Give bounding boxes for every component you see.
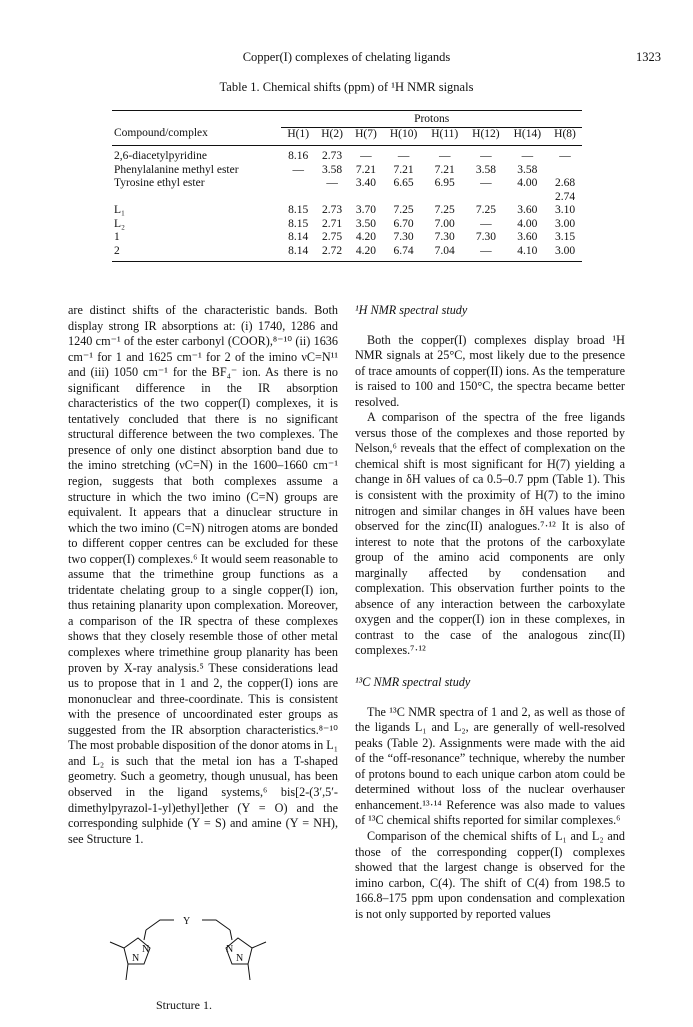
table-body [112, 146, 582, 262]
table-cell: 7.25 [393, 204, 414, 216]
bond-right [230, 930, 232, 940]
table-cell: 4.10 [507, 245, 548, 262]
table-cell: — [521, 150, 534, 162]
section-heading: ¹H NMR spectral study [355, 303, 468, 317]
table-cell: 6.74 [383, 245, 424, 262]
table-cell: — [480, 150, 492, 162]
table-cell: 7.25 [475, 204, 496, 216]
table-row [112, 218, 582, 232]
table-cell: 6.70 [393, 217, 414, 230]
table-header-cell: H(2) [315, 127, 349, 146]
right-text-column [355, 303, 625, 922]
table-row-label [112, 191, 281, 205]
atom-label-n: N [226, 944, 234, 955]
table-caption: Table 1. Chemical shifts (ppm) of ¹H NMR signals [219, 80, 474, 94]
table-cell: 2.73 [322, 150, 343, 162]
table-cell: 7.30 [434, 231, 455, 243]
table-row [112, 231, 582, 245]
table-cell: — [480, 177, 492, 189]
table-cell: 7.21 [393, 163, 414, 176]
methyl-bond [110, 942, 124, 948]
table-cell: 8.15 [288, 217, 309, 230]
table-cell: 2.73 [322, 204, 343, 216]
atom-label-y: Y [183, 916, 191, 927]
table-cell: — [292, 163, 304, 176]
chain-bond-left [146, 920, 174, 930]
table-cell: 7.30 [475, 231, 496, 243]
table-cell: 8.15 [288, 204, 309, 216]
table-cell [281, 191, 315, 205]
table-cell: 8.14 [281, 245, 315, 262]
table-cell: 3.00 [554, 217, 576, 230]
table-row-label: L₂ [114, 217, 126, 230]
bond-left [144, 930, 146, 940]
methyl-bond [248, 964, 250, 980]
table-cell: — [465, 245, 506, 262]
table-cell: — [360, 150, 372, 162]
table-row-label: Phenylalanine methyl ester [114, 163, 239, 176]
table-row [112, 245, 582, 262]
atom-label-n: N [132, 953, 140, 964]
chain-bond-right [202, 920, 230, 930]
table-header-cell: H(1) [281, 127, 315, 146]
table-cell: — [438, 150, 451, 162]
table-cell: 3.10 [554, 204, 576, 216]
table-cell: 8.16 [288, 150, 309, 162]
table-cell [548, 164, 582, 178]
body-paragraph: Both the copper(I) complexes display broad ¹H NMR signals at 25°C, most likely due to the presence of trace amounts of copper(II) ions. As the temperature is raised to 100 and 150°C, the spectra became better resolved. [355, 332, 625, 409]
table-header-row [112, 127, 582, 146]
table-cell: 4.20 [349, 245, 383, 262]
table-header-cell: H(11) [424, 127, 465, 146]
table-cell: 3.58 [322, 163, 343, 176]
table-header-cell: H(12) [465, 127, 506, 146]
table-cell: — [480, 217, 492, 230]
methyl-bond [252, 942, 266, 948]
body-paragraph: Comparison of the chemical shifts of L₁ and L₂ and those of the corresponding copper(I) complexes showed that the largest change is observed for the imino carbon, C(4). The shift of C(4) from 198.5 to 166.8–175 ppm upon condensation and complexation is not only supported by reported values [355, 828, 625, 921]
table-cell: 8.14 [288, 231, 309, 243]
table-cell: — [397, 150, 410, 162]
table-cell: 3.50 [355, 217, 376, 230]
table-cell: 2.74 [554, 190, 576, 203]
table-row [112, 164, 582, 178]
table-cell: 3.00 [548, 245, 582, 262]
table-cell: 3.58 [517, 163, 538, 176]
table-cell [349, 191, 383, 205]
table-cell: 7.04 [424, 245, 465, 262]
table-header-cell: Compound/complex [112, 127, 281, 146]
table-cell: 7.25 [434, 204, 455, 216]
section-heading: ¹³C NMR spectral study [355, 675, 471, 690]
body-paragraph: A comparison of the spectra of the free ligands versus those of the complexes and those reported by Nelson,⁶ reveals that the effect of complexation on the chemical shift is most significant for H(7) yielding a change in δH values of ca 0.5–0.7 ppm (Table 1). This is consistent with the proximity of H(7) to the imino nitrogen and similar changes in δH values have been observed for the zinc(II) analogues.⁷·¹² It is also of interest to note that the protons of the carboxylate group of the amino acid components are only marginally affected by condensation and complexation. This observation further points to the absence of any interaction between the carboxylate oxygen and the copper(I) ion in these complexes, in contrast to the case of the analogous zinc(II) complexes.⁷·¹² [355, 410, 625, 658]
table-row-label: Tyrosine ethyl ester [114, 177, 205, 189]
table-header-cell: H(8) [548, 127, 582, 146]
table-row [112, 204, 582, 218]
table-group-header: Protons [281, 111, 582, 128]
methyl-bond [126, 964, 128, 980]
table-header-cell: H(7) [349, 127, 383, 146]
table-cell: 4.20 [355, 231, 376, 243]
table-cell: 2.68 [554, 177, 576, 189]
table-cell [315, 191, 349, 205]
table-group-header-row [112, 111, 582, 128]
structure-caption: Structure 1. [156, 998, 212, 1012]
table-cell: 3.60 [517, 204, 538, 216]
table-cell [424, 191, 465, 205]
table-cell: 2.71 [322, 217, 343, 230]
table-cell: 7.30 [393, 231, 414, 243]
table-cell: — [326, 177, 338, 189]
table-cell: 7.21 [434, 163, 455, 176]
body-paragraph: are distinct shifts of the characteristic bands. Both display strong IR absorptions at: (i) 1740, 1286 and 1240 cm⁻¹ of the ester carbonyl (COOR),⁸⁻¹⁰ (ii) 1636 cm⁻¹ for 1 and 1625 cm⁻¹ for 2 of the imino νC=N¹¹ and (iii) 1050 cm⁻¹ for the BF₄⁻ ion. As there is no significant difference in the IR absorption characteristics of the two copper(I) complexes, it is tentatively concluded that there is no significant structural difference between the two complexes. The presence of only one distinct absorption band due to the imino stretching (νC=N) in the 1600–1660 cm⁻¹ region, suggests that both complexes assume a structure in which the two imino (C=N) groups are equivalent. It appears that a dinuclear structure in which the two imino (C=N) nitrogen atoms are bonded to different copper centres can be excluded for these two copper(I) complexes.⁶ It would seem reasonable to assume that the trimethine group functions as a tridentate chelating group to a single copper(I) ion, thus retaining planarity upon complexation. Moreover, a comparison of the IR spectra of these complexes shows that they closely resemble those of other metal complexes where trimethine group planarity has been proven by X-ray analysis.⁵ These considerations lead us to propose that in 1 and 2, the copper(I) ions are mononuclear and three-coordinate. This is consistent with the presence of uncoordinated ester groups as suggested from the IR absorption characteristics.⁸⁻¹⁰ The most probable disposition of the donor atoms in L₁ and L₂ is such that the metal ion has a T-shaped geometry. Such a geometry, though unusual, has been observed in the ligand systems,⁶ bis[2-(3′,5′-dimethylpyrazol-1-yl)ethyl]ether (Y = O) and the corresponding sulphide (Y = S) and amine (Y = NH), see Structure 1. [68, 303, 338, 846]
table-cell: 4.00 [517, 177, 538, 189]
table-row [112, 146, 582, 164]
table-cell: 6.95 [434, 177, 455, 189]
atom-label-n: N [236, 953, 244, 964]
table-row-label: 1 [114, 231, 120, 243]
table-cell: 6.65 [393, 177, 414, 189]
table-row-label: 2,6-diacetylpyridine [114, 150, 207, 162]
table-cell: 3.58 [475, 163, 496, 176]
table-cell: 7.21 [355, 163, 376, 176]
table-cell: 7.00 [434, 217, 455, 230]
table-cell: 2.72 [315, 245, 349, 262]
structure-1-diagram [98, 912, 278, 1002]
body-paragraph: The ¹³C NMR spectra of 1 and 2, as well as those of the ligands L₁ and L₂, are generally of well-resolved peaks (Table 2). Assignments were made with the aid of the “off-resonance” technique, whereby the number of protons bound to each unique carbon atom could be determined without loss of the nuclear overhauser enhancement.¹³·¹⁴ Reference was also made to values of ¹³C chemical shifts reported for similar complexes.⁶ [355, 704, 625, 828]
atom-label-n: N [142, 944, 150, 955]
table-row [112, 177, 582, 191]
table-cell [465, 191, 506, 205]
table-cell: 3.70 [355, 204, 376, 216]
left-text-column [68, 303, 338, 847]
table-header-cell: H(10) [383, 127, 424, 146]
table-row-label: 2 [112, 245, 281, 262]
table-cell: 4.00 [517, 217, 538, 230]
table-cell [281, 177, 315, 191]
table-cell: 3.40 [355, 177, 376, 189]
nmr-shift-table [112, 110, 582, 262]
table-row-label: L₁ [114, 204, 126, 216]
table-cell: 3.15 [554, 231, 576, 243]
table-cell: 3.60 [517, 231, 538, 243]
table-cell [507, 191, 548, 205]
table-cell: — [559, 150, 571, 162]
table-header-cell: H(14) [507, 127, 548, 146]
table-cell: 2.75 [322, 231, 343, 243]
page-number: 1323 [636, 50, 661, 64]
table-cell [383, 191, 424, 205]
table-row [112, 191, 582, 205]
running-title: Copper(I) complexes of chelating ligands [242, 50, 451, 64]
